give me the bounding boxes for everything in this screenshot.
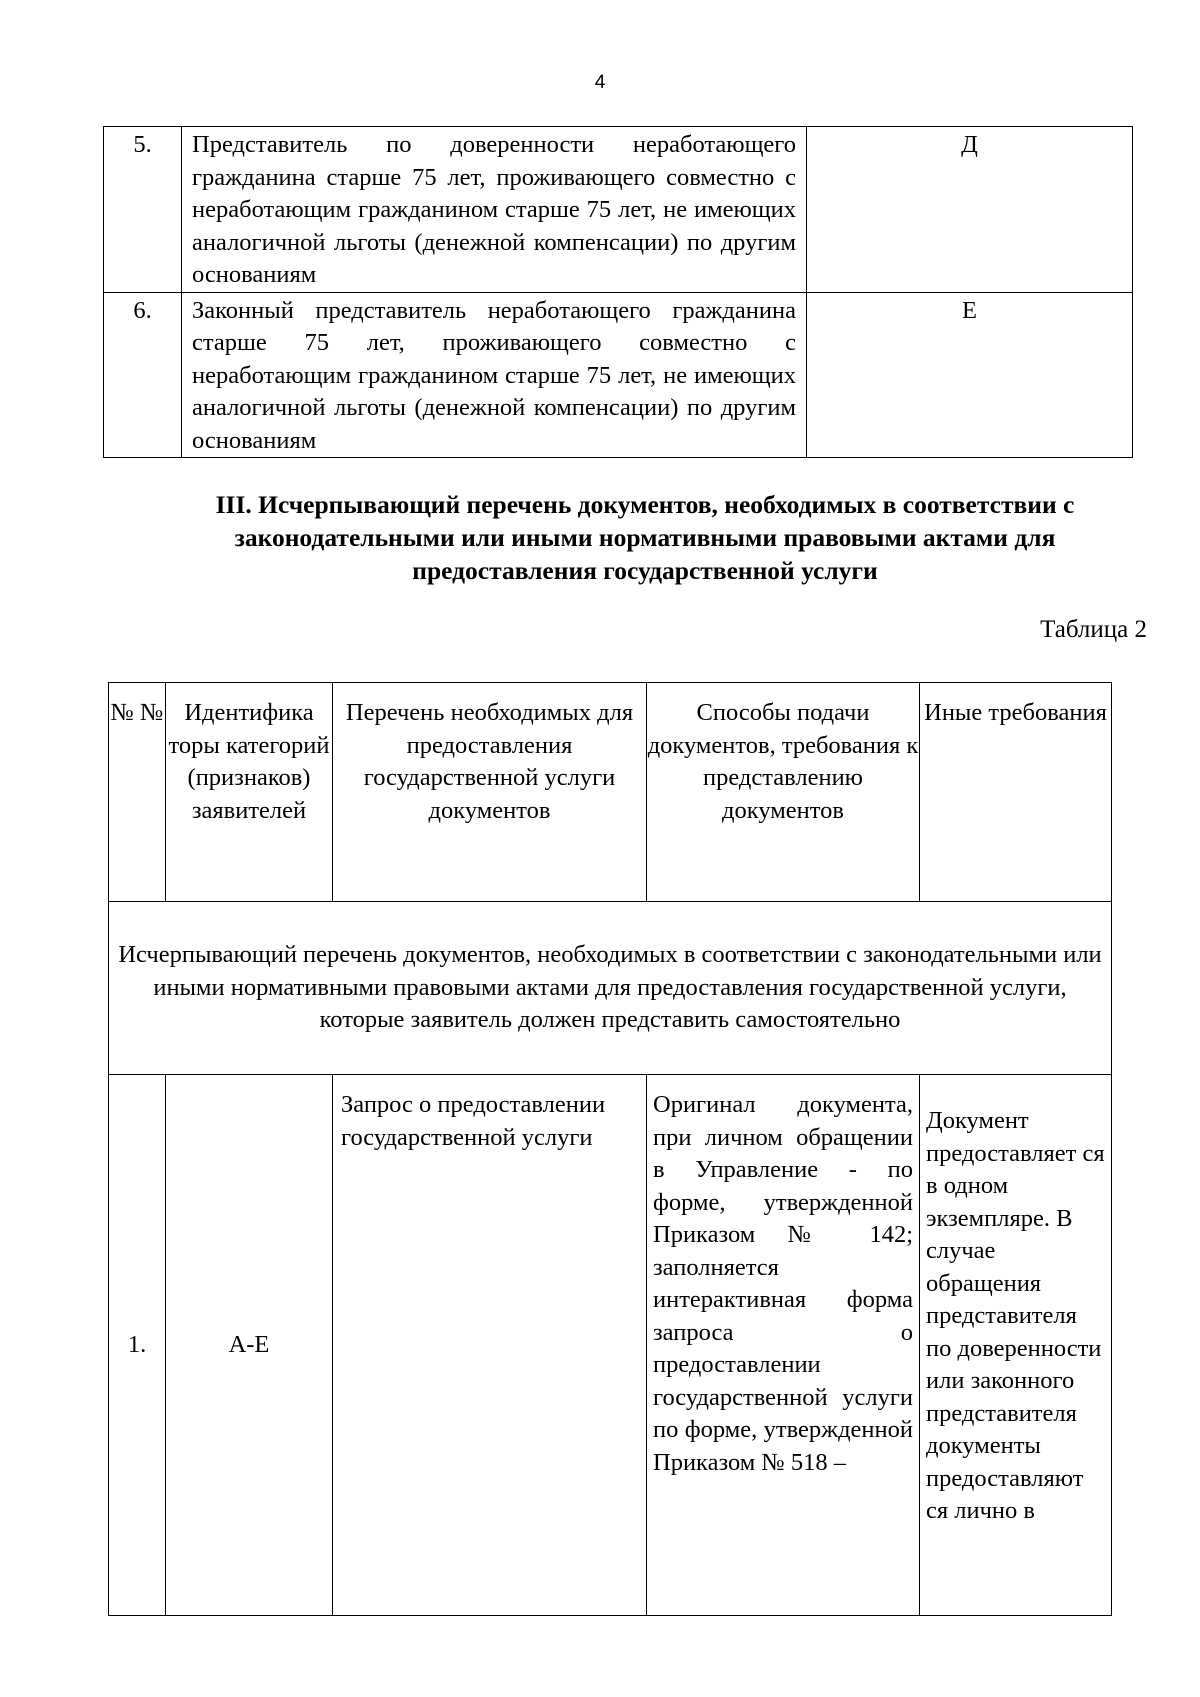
table-row <box>104 292 1133 458</box>
header-documents: Перечень необходимых для предоставления государственной услуги документов <box>333 683 647 902</box>
category-code: Е <box>807 292 1133 458</box>
table-section-row <box>109 902 1112 1075</box>
applicant-description: Законный представитель неработающего гражданина старше 75 лет, проживающего совместно с неработающим гражданином старше 75 лет, не имеющих аналогичной льготы (денежной компенсации) по другим основаниям <box>182 292 807 458</box>
categories-table <box>103 126 1133 458</box>
documents-table <box>108 682 1112 1616</box>
applicant-description: Представитель по доверенности неработающего гражданина старше 75 лет, проживающего совместно с неработающим гражданином старше 75 лет, не имеющих аналогичной льготы (денежной компенсации) по другим основаниям <box>182 127 807 293</box>
table-row <box>109 1075 1112 1616</box>
table-row <box>104 127 1133 293</box>
section-row-text: Исчерпывающий перечень документов, необходимых в соответствии с законодательными или иными нормативными правовыми актами для предоставления государственной услуги, которые заявитель должен представить самостоятельно <box>109 902 1112 1075</box>
other-requirements: Документ предоставляет ся в одном экземпляре. В случае обращения представителя по доверенности или законного представителя документы предоставляют ся лично в <box>920 1075 1112 1616</box>
header-number: № № <box>109 683 166 902</box>
row-number: 5. <box>104 127 182 293</box>
row-number: 1. <box>109 1075 166 1616</box>
category-code: Д <box>807 127 1133 293</box>
applicant-identifiers: А-Е <box>166 1075 333 1616</box>
row-number: 6. <box>104 292 182 458</box>
submission-methods: Оригинал документа, при личном обращении в Управление - по форме, утвержденной Приказом № 142; заполняется интерактивная форма запроса о предоставлении государственной услуги по форме, утвержденной Приказом № 518 – <box>647 1075 920 1616</box>
header-other-requirements: Иные требования <box>920 683 1112 902</box>
document-name: Запрос о предоставлении государственной услуги <box>333 1075 647 1616</box>
header-submission-methods: Способы подачи документов, требования к представлению документов <box>647 683 920 902</box>
page-number: 4 <box>594 72 606 93</box>
section-heading: III. Исчерпывающий перечень документов, необходимых в соответствии с законодательными или иными нормативными правовыми актами для предоставления государственной услуги <box>215 490 1075 585</box>
table-caption: Таблица 2 <box>1040 616 1147 643</box>
table-header-row <box>109 683 1112 902</box>
header-identifiers: Идентифика торы категорий (признаков) заявителей <box>166 683 333 902</box>
